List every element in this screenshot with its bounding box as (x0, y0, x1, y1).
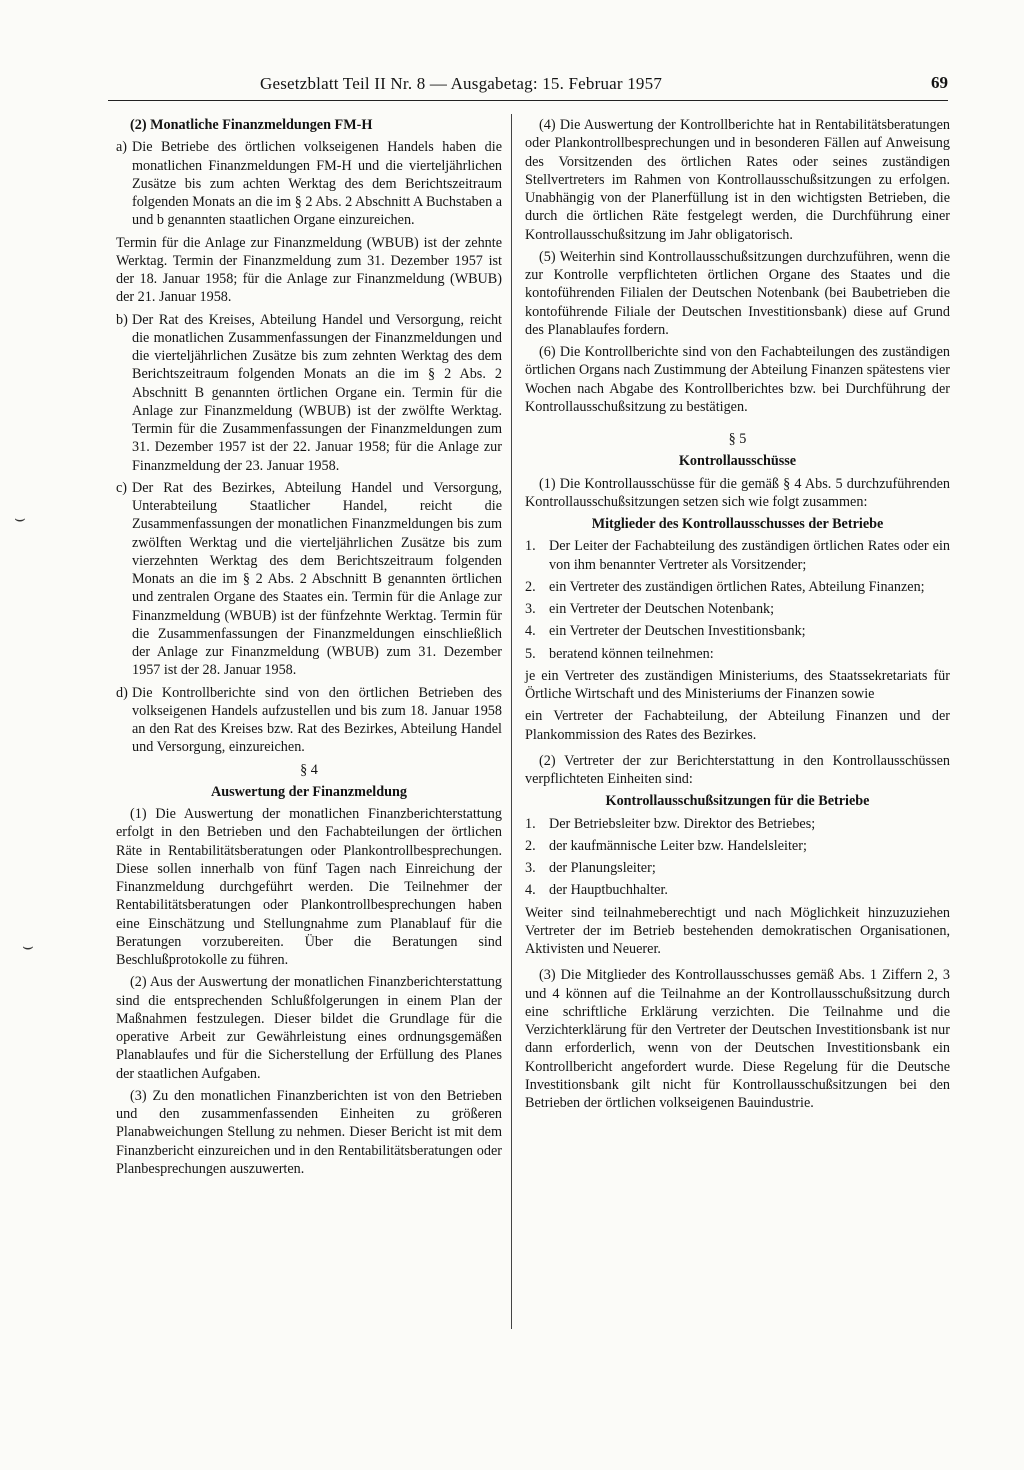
advisory-note: ein Vertreter der Fachabteilung, der Abteilung Finanzen und der Plankommission des Rates des Bezirkes. (525, 708, 950, 743)
list-item (525, 815, 950, 833)
paragraph: (2) Vertreter der zur Berichterstattung in den Kontrollausschüssen verpflichteten Einheiten sind: (525, 752, 950, 787)
item-text: Die Kontrollberichte sind von den örtlichen Betrieben des volkseigenen Handels aufzustellen und bis zum 18. Januar 1958 an den Rat des Kreises bzw. Rat des Bezirkes, Abteilung Handel und Versorgung, einzureichen. (132, 684, 502, 756)
item-text: der Hauptbuchhalter. (549, 882, 668, 899)
left-column (116, 116, 502, 1182)
list-item (525, 837, 950, 855)
list-item (116, 138, 502, 229)
section-number: § 4 (300, 761, 318, 778)
list-item (525, 622, 950, 640)
section-title: Auswertung der Finanzmeldung (210, 783, 408, 800)
item-key: 1. (525, 815, 536, 832)
advisory-note: je ein Vertreter des zuständigen Ministeriums, des Staatssekretariats für Örtliche Wirtschaft und des Ministeriums der Finanzen sowie (525, 667, 950, 702)
list-item (525, 578, 950, 596)
section-number: § 5 (728, 431, 747, 447)
list-item (525, 881, 950, 899)
paragraph: (5) Weiterhin sind Kontrollausschußsitzungen durchzuführen, wenn die zur Kontrolle verpflichteten örtlichen Organe des Staates und die kontoführenden Filialen der Deutschen Notenbank (bei Baubetrieben die kontoführende Filiale der Deutschen Investitionsbank) diese auf Grund des Planablaufes fordern. (525, 248, 950, 338)
item-text: Der Rat des Kreises, Abteilung Handel und Versorgung, reicht die monatlichen Zusammenfassungen der Finanzmeldungen und die vierteljährlichen Zusätze bis zum zehnten Werktag des dem Berichtszeitraum folgenden Monats an die im § 2 Abs. 2 Abschnitt B genannten örtlichen Organe ein. Termin für die Anlage zur Finanzmeldung (WBUB) ist der zwölfte Werktag. Termin für die Zusammenfassungen der Finanzmeldungen zum 31. Dezember 1957 ist der 22. Januar 1958; für die Anlage zur Finanzmeldung der 23. Januar 1958. (132, 311, 502, 474)
paragraph: (4) Die Auswertung der Kontrollberichte hat in Rentabilitätsberatungen oder Plankontrollbesprechungen und in besonderen Fällen auf Anweisung des Vorsitzenden des örtlichen Rates oder seines zuständigen Stellvertreters im Rahmen von Kontrollausschußsitzungen zu erfolgen. Unabhängig von der Planerfüllung ist in den wichtigsten Betrieben, die durch die örtlichen Räte festgelegt werden, die Durchführung einer Kontrollausschußsitzung im Jahr obligatorisch. (525, 117, 950, 243)
margin-check-mark: ⌣ (14, 508, 26, 528)
section-title: Kontrollausschüsse (678, 453, 797, 470)
item-text: der kaufmännische Leiter bzw. Handelsleiter; (549, 837, 807, 854)
paragraph: (1) Die Auswertung der monatlichen Finanzberichterstattung erfolgt in den Betrieben und den Fachabteilungen der örtlichen Räte in Rentabilitätsberatungen oder Plankontrollbesprechungen. Diese sollen innerhalb von fünf Tagen nach Einreichung der Finanzmeldung durchgeführt werden. Die Teilnehmer der Rentabilitätsberatungen oder Plankontrollbesprechungen haben eine Einschätzung und Stellungnahme zum Planablauf für die Beratungen vorzubereiten. Über die Beratungen sind Beschlußprotokolle zu führen. (116, 806, 502, 968)
list-item (116, 311, 502, 475)
fm-heading: (2) Monatliche Finanzmeldungen FM-H (130, 117, 373, 133)
item-text: ein Vertreter des zuständigen örtlichen Rates, Abteilung Finanzen; (549, 578, 925, 595)
list-item (525, 600, 950, 618)
item-key: 2. (525, 578, 536, 595)
page-number: 69 (931, 73, 948, 92)
list-item (116, 479, 502, 680)
item-text: Die Betriebe des örtlichen volkseigenen Handels haben die monatlichen Finanzmeldungen FM-H und die vierteljährlichen Zusätze bis zum achten Werktag des dem Berichtszeitraum folgenden Monats an die im § 2 Abs. 2 Abschnitt A Buchstaben a und b genannten staatlichen Organe einzureichen. (132, 139, 503, 229)
page-header (108, 70, 948, 101)
item-key: 3. (525, 601, 536, 617)
item-text: der Planungsleiter; (549, 860, 656, 876)
sessions-note: Weiter sind teilnahmeberechtigt und nach Möglichkeit hinzuzuziehen Vertreter der im Betrieb bestehenden demokratischen Organisationen, Aktivisten und Neuerer. (525, 904, 950, 957)
list-item (525, 859, 950, 877)
paragraph: (1) Die Kontrollausschüsse für die gemäß § 4 Abs. 5 durchzuführenden Kontrollausschußsitzungen setzen sich wie folgt zusammen: (525, 475, 950, 510)
list-item (525, 537, 950, 574)
paragraph: (2) Aus der Auswertung der monatlichen Finanzberichterstattung sind die entsprechenden Schlußfolgerungen in einem Plan der Maßnahmen festzulegen. Dieser bildet die Grundlage für die operative Arbeit zur Gewährleistung eines ordnungsgemäßen Planablaufes und für die Sicherstellung der Erfüllung des Planes der staatlichen Aufgaben. (116, 974, 502, 1082)
item-key: 3. (525, 860, 536, 876)
column-divider (511, 114, 512, 1329)
item-key: 1. (525, 538, 536, 555)
item-text: beratend können teilnehmen: (549, 645, 714, 662)
list-item (116, 684, 502, 757)
paragraph: (3) Zu den monatlichen Finanzberichten ist von den Betrieben und den zusammenfassenden Einheiten zu größeren Planabweichungen Stellung zu nehmen. Dieser Bericht ist mit dem Finanzbericht einzureichen und in den Rentabilitätsberatungen oder Planbesprechungen auszuwerten. (116, 1087, 502, 1177)
item-key: a) (116, 139, 128, 156)
item-key: b) (116, 311, 128, 328)
item-key: 4. (525, 882, 536, 899)
item-key: d) (116, 684, 128, 701)
item-a-continuation: Termin für die Anlage zur Finanzmeldung (WBUB) ist der zehnte Werktag. Termin der Finanzmeldung zum 31. Dezember 1957 ist der 18. Januar 1958; für die Anlage zur Finanzmeldung (WBUB) der 21. Januar 1958. (116, 234, 502, 306)
item-text: ein Vertreter der Deutschen Investitionsbank; (549, 623, 806, 640)
right-column (525, 116, 950, 1116)
item-text: Der Rat des Bezirkes, Abteilung Handel und Versorgung, Unterabteilung Staatlicher Handel, reicht die Zusammenfassungen der monatlichen Finanzmeldungen bis zum zwölften Werktag und die vierteljährlichen Zusätze bis zum vierzehnten Werktag des dem Berichtszeitraum folgenden Monats an die im § 2 Abs. 2 Abschnitt B genannten örtlichen und zentralen Organe des Staates ein. Termin für die Anlage zur Finanzmeldung (WBUB) ist der fünfzehnte Werktag. Termin für die Zusammenfassungen der Finanzmeldungen einschließlich der Anlage zur Finanzmeldung (WBUB) zum 31. Dezember 1957 ist der 28. Januar 1958. (132, 479, 502, 679)
paragraph: (3) Die Mitglieder des Kontrollausschusses gemäß Abs. 1 Ziffern 2, 3 und 4 können auf die Teilnahme an der Kontrollausschußsitzung durch eine schriftliche Erklärung verzichten. Die Teilnahme und die Verzichterklärung für den Vertreter der Deutschen Investitionsbank ist nur dann erforderlich, wenn von der Deutschen Investitionsbank ein Kontrollbericht angefordert wurde. Diese Regelung für die Deutsche Investitionsbank gilt nicht für Kontrollausschußsitzungen bei den Betrieben der örtlichen volkseigenen Bauindustrie. (525, 967, 950, 1111)
item-text: Der Leiter der Fachabteilung des zuständigen örtlichen Rates oder ein von ihm benannter Vertreter als Vorsitzender; (549, 538, 950, 573)
list-item (525, 645, 950, 663)
item-key: 5. (525, 645, 536, 662)
item-text: ein Vertreter der Deutschen Notenbank; (549, 601, 775, 617)
margin-check-mark: ⌣ (22, 936, 34, 956)
paragraph: (6) Die Kontrollberichte sind von den Fachabteilungen des zuständigen örtlichen Organs nach Zustimmung der Abteilung Finanzen spätestens vier Wochen nach Abgabe des Kontrollberichtes bzw. bei Durchführung der Kontrollausschußsitzung zu bestätigen. (525, 344, 950, 415)
item-key: c) (116, 479, 128, 496)
item-key: 2. (525, 837, 536, 854)
subheading: Mitglieder des Kontrollausschusses der Betriebe (591, 516, 884, 532)
running-title: Gesetzblatt Teil II Nr. 8 — Ausgabetag: 15. Februar 1957 (260, 74, 663, 93)
subheading: Kontrollausschußsitzungen für die Betriebe (605, 793, 870, 810)
item-key: 4. (525, 623, 536, 640)
item-text: Der Betriebsleiter bzw. Direktor des Betriebes; (549, 815, 816, 832)
